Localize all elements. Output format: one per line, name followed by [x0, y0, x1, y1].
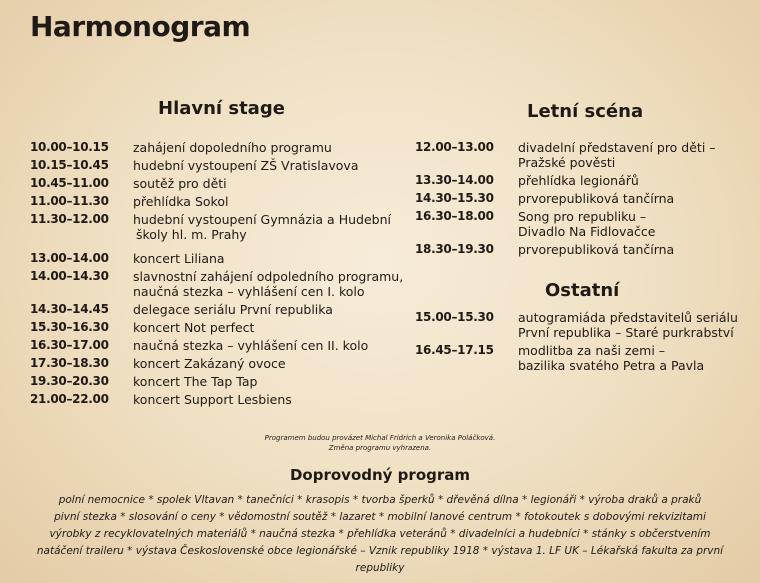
schedule-desc: koncert Support Lesbiens	[133, 392, 292, 407]
schedule-time: 10.45–11.00	[30, 176, 109, 190]
schedule-time: 11.00–11.30	[30, 194, 109, 208]
schedule-time: 10.15–10.45	[30, 158, 109, 172]
schedule-row	[415, 343, 755, 373]
schedule-desc: modlitba za naši zemi –	[518, 343, 666, 358]
schedule-row	[415, 191, 755, 206]
schedule-row	[30, 140, 410, 155]
schedule-row	[415, 310, 755, 340]
ostatni-schedule	[415, 310, 755, 376]
schedule-row	[30, 176, 410, 191]
schedule-time: 14.30–14.45	[30, 302, 109, 316]
schedule-time: 18.30–19.30	[415, 242, 494, 256]
schedule-desc: slavnostní zahájení odpoledního programu,	[133, 269, 404, 284]
note-line: Změna programu vyhrazena.	[328, 444, 432, 452]
ostatni-heading: Ostatní	[545, 280, 620, 301]
schedule-desc: koncert Zakázaný ovoce	[133, 356, 286, 371]
schedule-row	[30, 212, 410, 242]
schedule-row	[30, 194, 410, 209]
schedule-row	[415, 140, 755, 170]
schedule-desc: Song pro republiku –	[518, 209, 647, 224]
schedule-time: 14.00–14.30	[30, 269, 109, 283]
schedule-desc: Pražské pověsti	[518, 155, 616, 170]
schedule-row	[30, 356, 410, 371]
schedule-desc: divadelní představení pro děti –	[518, 140, 716, 155]
schedule-time: 13.30–14.00	[415, 173, 494, 187]
schedule-row	[30, 269, 410, 299]
schedule-row	[415, 173, 755, 188]
schedule-row	[30, 302, 410, 317]
hlavni-stage-schedule	[30, 140, 410, 410]
schedule-desc: autogramiáda představitelů seriálu	[518, 310, 738, 325]
schedule-desc: naučná stezka – vyhlášení cen I. kolo	[133, 284, 365, 299]
schedule-time: 15.30–16.30	[30, 320, 109, 334]
doprovodny-line: polní nemocnice * spolek Vltavan * tanečníci * krasopis * tvorba šperků * dřevěná dílna * legionáři * výroba draků a praků	[58, 494, 702, 506]
schedule-desc: školy hl. m. Prahy	[136, 227, 247, 242]
schedule-time: 16.30–18.00	[415, 209, 494, 223]
schedule-row	[30, 392, 410, 407]
schedule-desc: bazilika svatého Petra a Pavla	[518, 358, 705, 373]
schedule-desc: První republika – Staré purkrabství	[518, 325, 734, 340]
schedule-time: 10.00–10.15	[30, 140, 109, 154]
schedule-desc: koncert Liliana	[133, 251, 225, 266]
schedule-row	[30, 320, 410, 335]
schedule-desc: delegace seriálu První republika	[133, 302, 333, 317]
schedule-time: 12.00–13.00	[415, 140, 494, 154]
note-line: Programem budou provázet Michal Fridrich a Veronika Poláčková.	[264, 434, 496, 442]
schedule-desc: přehlídka Sokol	[133, 194, 229, 209]
schedule-row	[415, 242, 755, 257]
hlavni-stage-heading: Hlavní stage	[158, 98, 285, 119]
doprovodny-line: výrobky z recyklovatelných materiálů * naučná stezka * přehlídka veteránů * divadelníci a hudebníci * stánky s občerstvením	[49, 528, 711, 540]
schedule-desc: hudební vystoupení ZŠ Vratislavova	[133, 158, 359, 173]
schedule-row	[30, 251, 410, 266]
schedule-row	[30, 338, 410, 353]
schedule-time: 17.30–18.30	[30, 356, 109, 370]
schedule-time: 16.45–17.15	[415, 343, 494, 357]
schedule-desc: prvorepubliková tančírna	[518, 191, 675, 206]
schedule-desc: hudební vystoupení Gymnázia a Hudební	[133, 212, 391, 227]
schedule-desc: Divadlo Na Fidlovačce	[518, 224, 656, 239]
schedule-time: 21.00–22.00	[30, 392, 109, 406]
schedule-desc: koncert The Tap Tap	[133, 374, 258, 389]
schedule-time: 14.30–15.30	[415, 191, 494, 205]
schedule-row	[30, 374, 410, 389]
letni-scena-heading: Letní scéna	[527, 101, 644, 122]
doprovodny-line: natáčení traileru * výstava Československé obce legionářské – Vznik republiky 1918 * výstava 1. LF UK – Lékařská fakulta za první republiky	[36, 545, 724, 574]
schedule-desc: soutěž pro děti	[133, 176, 227, 191]
schedule-time: 16.30–17.00	[30, 338, 109, 352]
schedule-desc: prvorepubliková tančírna	[518, 242, 675, 257]
doprovodny-program-heading: Doprovodný program	[289, 466, 471, 484]
schedule-time: 19.30–20.30	[30, 374, 109, 388]
schedule-desc: koncert Not perfect	[133, 320, 255, 335]
schedule-desc: přehlídka legionářů	[518, 173, 639, 188]
program-note	[0, 433, 760, 453]
page-title: Harmonogram	[30, 10, 251, 43]
schedule-desc: zahájení dopoledního programu	[133, 140, 332, 155]
doprovodny-line: pivní stezka * slosování o ceny * vědomostní soutěž * lazaret * mobilní lanové centrum * fotokoutek s dobovými rekvizitami	[54, 511, 706, 523]
schedule-time: 15.00–15.30	[415, 310, 494, 324]
schedule-time: 13.00–14.00	[30, 251, 109, 265]
letni-scena-schedule	[415, 140, 755, 260]
doprovodny-program-list	[20, 492, 740, 577]
schedule-desc: naučná stezka – vyhlášení cen II. kolo	[133, 338, 369, 353]
schedule-time: 11.30–12.00	[30, 212, 109, 226]
schedule-row	[415, 209, 755, 239]
schedule-row	[30, 158, 410, 173]
